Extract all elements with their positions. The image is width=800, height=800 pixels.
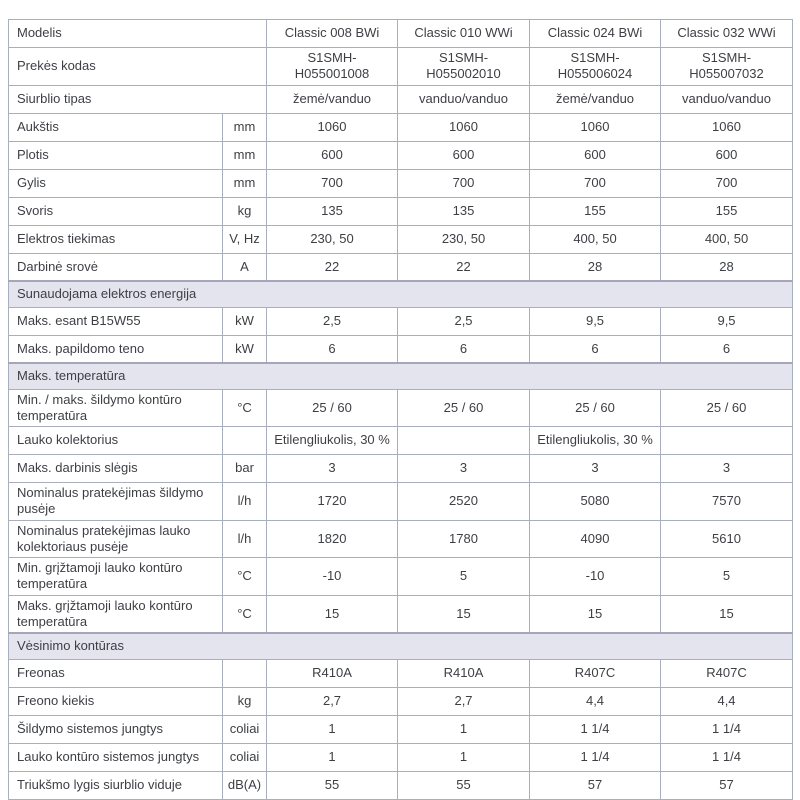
- table-row: [9, 520, 793, 558]
- row-value: [661, 427, 793, 455]
- row-value: 600: [398, 141, 530, 169]
- spec-table-body: [9, 20, 793, 800]
- row-value: R407C: [661, 659, 793, 687]
- row-value: 3: [398, 455, 530, 483]
- row-unit: kg: [223, 687, 267, 715]
- row-value: 25 / 60: [398, 389, 530, 427]
- row-value: 6: [398, 335, 530, 363]
- row-label: Lauko kontūro sistemos jungtys: [9, 743, 223, 771]
- spec-table-container: [8, 19, 792, 800]
- table-row: [9, 595, 793, 633]
- table-row: [9, 483, 793, 521]
- table-row: [9, 253, 793, 281]
- row-value: 2,5: [398, 307, 530, 335]
- row-value: 5080: [530, 483, 661, 521]
- table-row: [9, 169, 793, 197]
- table-row: [9, 659, 793, 687]
- row-value: Classic 032 WWi: [661, 20, 793, 48]
- row-value: 55: [398, 771, 530, 799]
- row-value: Classic 008 BWi: [267, 20, 398, 48]
- row-label: Triukšmo lygis siurblio viduje: [9, 771, 223, 799]
- table-row: [9, 307, 793, 335]
- row-label: Maks. grįžtamoji lauko kontūro temperatūra: [9, 595, 223, 633]
- table-row: [9, 455, 793, 483]
- row-label: Maks. darbinis slėgis: [9, 455, 223, 483]
- row-unit: bar: [223, 455, 267, 483]
- row-value: 4,4: [661, 687, 793, 715]
- row-value: 1060: [530, 113, 661, 141]
- row-value: 135: [267, 197, 398, 225]
- row-value: S1SMH-H055002010: [398, 48, 530, 86]
- row-value: 1: [398, 743, 530, 771]
- row-value: Etilengliukolis, 30 %: [530, 427, 661, 455]
- row-value: 1780: [398, 520, 530, 558]
- row-value: 1: [267, 715, 398, 743]
- row-value: 57: [530, 771, 661, 799]
- row-value: 5: [661, 558, 793, 596]
- row-value: 15: [267, 595, 398, 633]
- table-row: [9, 743, 793, 771]
- row-value: 7570: [661, 483, 793, 521]
- row-value: 1060: [661, 113, 793, 141]
- row-value: 15: [398, 595, 530, 633]
- section-header-row: [9, 363, 793, 389]
- row-label: Darbinė srovė: [9, 253, 223, 281]
- row-value: Etilengliukolis, 30 %: [267, 427, 398, 455]
- row-value: S1SMH-H055006024: [530, 48, 661, 86]
- row-value: 6: [661, 335, 793, 363]
- section-header-label: Vėsinimo kontūras: [9, 633, 793, 659]
- row-label: Gylis: [9, 169, 223, 197]
- row-label: Maks. esant B15W55: [9, 307, 223, 335]
- row-unit: kg: [223, 197, 267, 225]
- spec-table: [8, 19, 793, 800]
- row-value: R410A: [267, 659, 398, 687]
- row-value: 2,7: [398, 687, 530, 715]
- section-header-row: [9, 281, 793, 307]
- row-value: 1 1/4: [530, 743, 661, 771]
- row-value: 155: [530, 197, 661, 225]
- row-value: 230, 50: [267, 225, 398, 253]
- row-unit: mm: [223, 169, 267, 197]
- table-row: [9, 141, 793, 169]
- table-row: [9, 197, 793, 225]
- table-row: [9, 225, 793, 253]
- row-label: Prekės kodas: [9, 48, 267, 86]
- row-value: žemė/vanduo: [267, 85, 398, 113]
- row-unit: [223, 427, 267, 455]
- row-label: Maks. papildomo teno: [9, 335, 223, 363]
- row-unit: mm: [223, 141, 267, 169]
- row-value: 1: [398, 715, 530, 743]
- row-unit: A: [223, 253, 267, 281]
- row-value: -10: [267, 558, 398, 596]
- row-label: Min. grįžtamoji lauko kontūro temperatūra: [9, 558, 223, 596]
- row-value: 6: [267, 335, 398, 363]
- row-value: R407C: [530, 659, 661, 687]
- row-label: Plotis: [9, 141, 223, 169]
- row-value: 1 1/4: [661, 715, 793, 743]
- row-value: 600: [661, 141, 793, 169]
- row-value: 700: [398, 169, 530, 197]
- row-value: 400, 50: [530, 225, 661, 253]
- table-row: [9, 113, 793, 141]
- row-value: 700: [267, 169, 398, 197]
- row-value: 1: [267, 743, 398, 771]
- table-row: [9, 558, 793, 596]
- row-value: 2520: [398, 483, 530, 521]
- section-header-row: [9, 633, 793, 659]
- row-unit: mm: [223, 113, 267, 141]
- row-value: 15: [661, 595, 793, 633]
- row-value: 25 / 60: [661, 389, 793, 427]
- row-unit: °C: [223, 389, 267, 427]
- row-value: 25 / 60: [530, 389, 661, 427]
- row-value: Classic 010 WWi: [398, 20, 530, 48]
- row-unit: [223, 659, 267, 687]
- table-row: [9, 48, 793, 86]
- table-row: [9, 335, 793, 363]
- row-unit: dB(A): [223, 771, 267, 799]
- row-value: 2,7: [267, 687, 398, 715]
- row-value: 4,4: [530, 687, 661, 715]
- row-label: Aukštis: [9, 113, 223, 141]
- row-value: 5610: [661, 520, 793, 558]
- row-unit: coliai: [223, 715, 267, 743]
- row-value: 6: [530, 335, 661, 363]
- row-value: 2,5: [267, 307, 398, 335]
- row-unit: l/h: [223, 483, 267, 521]
- row-unit: kW: [223, 335, 267, 363]
- row-label: Nominalus pratekėjimas lauko kolektoriaus pusėje: [9, 520, 223, 558]
- row-value: 700: [661, 169, 793, 197]
- row-value: 600: [267, 141, 398, 169]
- row-value: vanduo/vanduo: [398, 85, 530, 113]
- row-unit: V, Hz: [223, 225, 267, 253]
- row-value: 700: [530, 169, 661, 197]
- row-unit: °C: [223, 595, 267, 633]
- row-value: [398, 427, 530, 455]
- row-value: 230, 50: [398, 225, 530, 253]
- row-unit: l/h: [223, 520, 267, 558]
- row-value: 57: [661, 771, 793, 799]
- row-value: 3: [661, 455, 793, 483]
- table-row: [9, 427, 793, 455]
- section-header-label: Maks. temperatūra: [9, 363, 793, 389]
- row-value: Classic 024 BWi: [530, 20, 661, 48]
- row-value: 1060: [398, 113, 530, 141]
- row-value: 1 1/4: [661, 743, 793, 771]
- row-value: žemė/vanduo: [530, 85, 661, 113]
- row-value: R410A: [398, 659, 530, 687]
- row-label: Elektros tiekimas: [9, 225, 223, 253]
- row-label: Freonas: [9, 659, 223, 687]
- row-value: 1820: [267, 520, 398, 558]
- row-value: 1720: [267, 483, 398, 521]
- row-label: Min. / maks. šildymo kontūro temperatūra: [9, 389, 223, 427]
- row-unit: °C: [223, 558, 267, 596]
- row-value: 9,5: [661, 307, 793, 335]
- row-value: S1SMH-H055007032: [661, 48, 793, 86]
- row-label: Lauko kolektorius: [9, 427, 223, 455]
- row-value: 1 1/4: [530, 715, 661, 743]
- row-value: 4090: [530, 520, 661, 558]
- row-value: vanduo/vanduo: [661, 85, 793, 113]
- row-value: 600: [530, 141, 661, 169]
- row-value: 155: [661, 197, 793, 225]
- row-value: 400, 50: [661, 225, 793, 253]
- row-value: 22: [267, 253, 398, 281]
- row-value: 1060: [267, 113, 398, 141]
- table-row: [9, 687, 793, 715]
- table-row: [9, 771, 793, 799]
- table-row: [9, 389, 793, 427]
- table-row: [9, 715, 793, 743]
- row-value: 135: [398, 197, 530, 225]
- row-value: 9,5: [530, 307, 661, 335]
- row-value: 22: [398, 253, 530, 281]
- row-value: 5: [398, 558, 530, 596]
- row-value: 28: [661, 253, 793, 281]
- row-label: Siurblio tipas: [9, 85, 267, 113]
- row-value: S1SMH-H055001008: [267, 48, 398, 86]
- row-value: 55: [267, 771, 398, 799]
- row-label: Šildymo sistemos jungtys: [9, 715, 223, 743]
- table-row: [9, 20, 793, 48]
- row-label: Freono kiekis: [9, 687, 223, 715]
- row-unit: kW: [223, 307, 267, 335]
- row-unit: coliai: [223, 743, 267, 771]
- row-value: 28: [530, 253, 661, 281]
- row-label: Nominalus pratekėjimas šildymo pusėje: [9, 483, 223, 521]
- section-header-label: Sunaudojama elektros energija: [9, 281, 793, 307]
- table-row: [9, 85, 793, 113]
- row-value: -10: [530, 558, 661, 596]
- row-value: 15: [530, 595, 661, 633]
- row-label: Svoris: [9, 197, 223, 225]
- row-value: 3: [267, 455, 398, 483]
- row-value: 25 / 60: [267, 389, 398, 427]
- row-value: 3: [530, 455, 661, 483]
- row-label: Modelis: [9, 20, 267, 48]
